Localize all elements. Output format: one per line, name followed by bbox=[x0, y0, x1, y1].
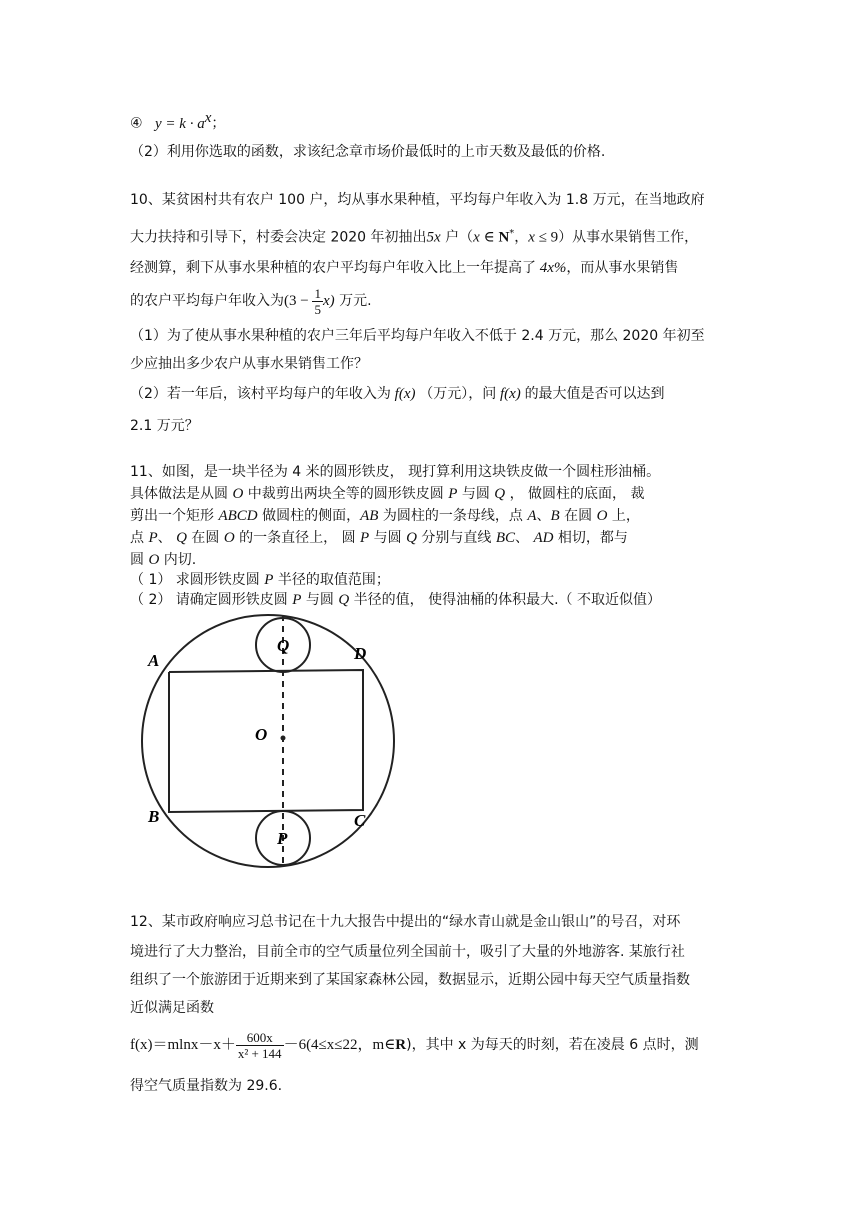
p12-line6: 得空气质量指数为 29.6. bbox=[130, 1078, 283, 1094]
text: 做圆柱的侧面， bbox=[257, 508, 361, 524]
math: x) bbox=[322, 293, 335, 309]
p11-line5 bbox=[130, 550, 196, 570]
formula-sup: x bbox=[204, 110, 212, 126]
label-q: Q bbox=[277, 636, 290, 655]
math: N bbox=[498, 229, 510, 246]
text: 的一条直径上， 圆 bbox=[234, 530, 361, 546]
text: （ 1） 求圆形铁皮圆 bbox=[130, 572, 265, 588]
math: 5x bbox=[426, 229, 441, 246]
math: P bbox=[292, 592, 302, 608]
text: 具体做法是从圆 bbox=[130, 486, 233, 502]
circled-number-4: ④ bbox=[130, 115, 143, 132]
geometry-figure bbox=[138, 610, 438, 880]
math: f(x) bbox=[496, 386, 525, 402]
math: ABCD bbox=[218, 508, 258, 524]
math: O bbox=[596, 508, 608, 524]
label-b: B bbox=[148, 807, 160, 826]
p10-q1-line1: （1）为了使从事水果种植的农户三年后平均每户年收入不低于 2.4 万元，那么 2020 年初至 bbox=[130, 328, 705, 344]
p10-line4 bbox=[130, 284, 372, 318]
text: 圆 bbox=[130, 552, 149, 568]
text: 经测算，剩下从事水果种植的农户平均每户年收入比上一年提高了 bbox=[130, 260, 536, 276]
math: 4x% bbox=[536, 260, 567, 276]
formula: y = k · a bbox=[155, 115, 205, 132]
math: B bbox=[550, 508, 560, 524]
math: (3 − bbox=[284, 293, 313, 309]
punct: ； bbox=[211, 115, 226, 132]
math: R bbox=[395, 1037, 407, 1053]
text: 、 bbox=[515, 530, 534, 546]
math: P bbox=[448, 486, 458, 502]
text: 剪出一个矩形 bbox=[130, 508, 219, 524]
p10-q1-line2: 少应抽出多少农户从事水果销售工作？ bbox=[130, 356, 368, 372]
p11-q2 bbox=[130, 590, 661, 610]
p12-formula-line bbox=[130, 1028, 699, 1062]
text: ， 做圆柱的底面， 裁 bbox=[505, 486, 645, 502]
math: f(x)＝mlnx－x＋ bbox=[130, 1037, 236, 1053]
text: 半径的值， 使得油桶的体积最大.（ 不取近似值） bbox=[349, 592, 661, 608]
text: 的农户平均每户年收入为 bbox=[130, 293, 284, 309]
text: 点 bbox=[130, 530, 149, 546]
math: A bbox=[527, 508, 537, 524]
text: （万元），问 bbox=[419, 386, 497, 402]
text: 与圆 bbox=[457, 486, 495, 502]
text: （ 2） 请确定圆形铁皮圆 bbox=[130, 592, 293, 608]
text: 在圆 bbox=[186, 530, 224, 546]
math: AB bbox=[360, 508, 379, 524]
label-d: D bbox=[354, 644, 367, 663]
math: －6(4≤x≤22，m∈ bbox=[283, 1037, 396, 1053]
text: 在圆 bbox=[559, 508, 597, 524]
p11-line1: 11、如图，是一块半径为 4 米的圆形铁皮， 现打算利用这块铁皮做一个圆柱形油桶。 bbox=[130, 464, 661, 480]
denominator: 5 bbox=[314, 301, 321, 317]
text: 内切. bbox=[159, 552, 197, 568]
fraction bbox=[312, 286, 323, 317]
math: O bbox=[223, 530, 235, 546]
p11-line3 bbox=[130, 506, 640, 526]
text: 中裁剪出两块全等的圆形铁皮圆 bbox=[243, 486, 449, 502]
point-o bbox=[281, 736, 286, 741]
math: ≤ 9 bbox=[534, 229, 559, 246]
p9-part2: （2）利用你选取的函数，求该纪念章市场价最低时的上市天数及最低的价格. bbox=[130, 144, 606, 160]
text: 相切，都与 bbox=[553, 530, 628, 546]
math: Q bbox=[406, 530, 417, 546]
math: P bbox=[360, 530, 370, 546]
denominator: x² + 144 bbox=[237, 1045, 282, 1061]
p12-line4: 近似满足函数 bbox=[130, 1000, 214, 1016]
label-c: C bbox=[354, 811, 366, 830]
math: Q bbox=[494, 486, 506, 502]
text: 与圆 bbox=[301, 592, 339, 608]
text: ）从事水果销售工作， bbox=[558, 229, 699, 246]
math: x bbox=[473, 229, 480, 246]
text: 上， bbox=[607, 508, 640, 524]
text: )，其中 x 为每天的时刻，若在凌晨 6 点时，测 bbox=[406, 1037, 699, 1053]
text: ，而从事水果销售 bbox=[566, 260, 679, 276]
math: P bbox=[264, 572, 274, 588]
text: 为圆柱的一条母线，点 bbox=[378, 508, 528, 524]
p10-q2-line1 bbox=[130, 384, 665, 404]
math: P bbox=[148, 530, 158, 546]
text: 分别与直线 bbox=[416, 530, 496, 546]
text: （2）若一年后，该村平均每户的年收入为 bbox=[130, 386, 391, 402]
p11-line2 bbox=[130, 484, 644, 504]
label-a: A bbox=[148, 651, 160, 670]
numerator: 1 bbox=[314, 285, 321, 301]
math: f(x) bbox=[390, 386, 420, 402]
p12-line2: 境进行了大力整治，目前全市的空气质量位列全国前十，吸引了大量的外地游客. 某旅行社 bbox=[130, 944, 685, 960]
text: 与圆 bbox=[369, 530, 407, 546]
text: 、 bbox=[157, 530, 177, 546]
text: 半径的取值范围； bbox=[273, 572, 390, 588]
math: O bbox=[232, 486, 244, 502]
math: Q bbox=[338, 592, 350, 608]
p10-line2 bbox=[130, 224, 698, 248]
math: O bbox=[148, 552, 160, 568]
text: 户（ bbox=[440, 229, 474, 246]
math: Q bbox=[176, 530, 187, 546]
p10-line3 bbox=[130, 258, 678, 278]
text: ， bbox=[514, 229, 529, 246]
text: 、 bbox=[536, 508, 551, 524]
math: ∈ bbox=[479, 229, 499, 246]
math: x bbox=[528, 229, 535, 246]
math: * bbox=[509, 228, 515, 239]
math: BC bbox=[495, 530, 516, 546]
text: 的最大值是否可以达到 bbox=[524, 386, 665, 402]
text: 万元. bbox=[334, 293, 372, 309]
numerator: 600x bbox=[236, 1030, 284, 1046]
text: 大力扶持和引导下，村委会决定 2020 年初抽出 bbox=[130, 229, 427, 246]
fraction bbox=[236, 1030, 284, 1061]
label-p: P bbox=[277, 829, 288, 848]
p11-q1 bbox=[130, 570, 390, 590]
p12-line3: 组织了一个旅游团于近期来到了某国家森林公园，数据显示，近期公园中每天空气质量指数 bbox=[130, 972, 690, 988]
math: AD bbox=[533, 530, 554, 546]
p11-line4 bbox=[130, 528, 628, 548]
p10-line1: 10、某贫困村共有农户 100 户，均从事水果种植，平均每户年收入为 1.8 万元，在当地政府 bbox=[130, 192, 705, 208]
p12-line1: 12、某市政府响应习总书记在十九大报告中提出的“绿水青山就是金山银山”的号召，对环 bbox=[130, 914, 681, 930]
p9-item4 bbox=[130, 108, 225, 134]
p10-q2-line2: 2.1 万元？ bbox=[130, 418, 199, 434]
label-o: O bbox=[255, 725, 268, 744]
